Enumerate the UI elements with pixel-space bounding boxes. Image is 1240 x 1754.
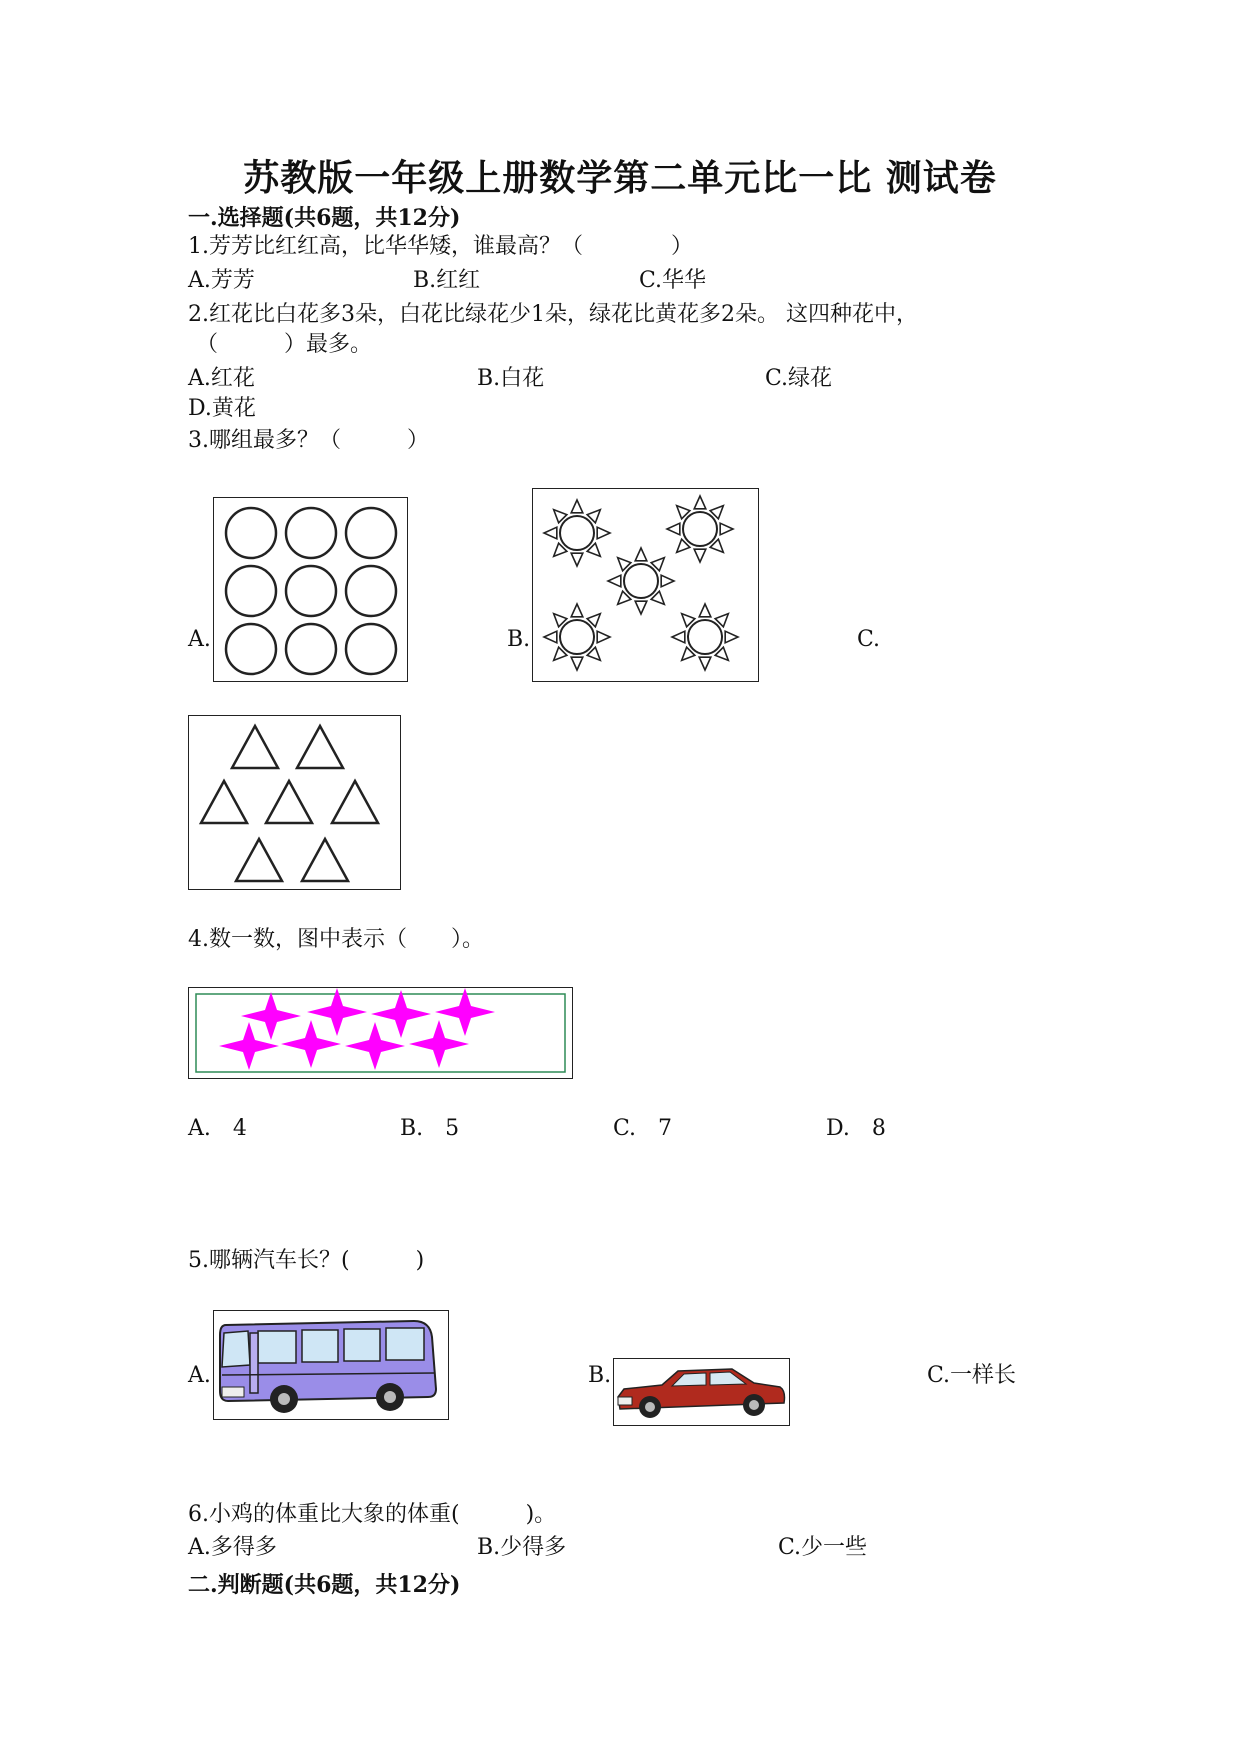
bus-figure [213, 1310, 449, 1420]
section-choice-heading: 一.选择题(共6题，共12分) [188, 205, 461, 231]
q6-option-b: B.少得多 [477, 1535, 567, 1560]
page-title: 苏教版一年级上册数学第二单元比一比 测试卷 [243, 157, 997, 199]
question-6: 6.小鸡的体重比大象的体重( )。 [188, 1502, 557, 1527]
q4-option-c: C. 7 [613, 1116, 673, 1141]
question-2-line-2: （ ）最多。 [196, 332, 373, 357]
question-5: 5.哪辆汽车长？( ) [188, 1248, 425, 1273]
q4-option-d: D. 8 [826, 1116, 886, 1141]
sun-shape [672, 604, 738, 670]
question-2-line-1: 2.红花比白花多3朵，白花比绿花少1朵，绿花比黄花多2朵。 这四种花中， [188, 302, 918, 327]
triangle-shape [201, 781, 247, 823]
question-3: 3.哪组最多？（ ） [188, 428, 429, 453]
q4-option-b: B. 5 [400, 1116, 460, 1141]
circle-shape [346, 624, 396, 674]
q1-option-a: A.芳芳 [188, 268, 255, 293]
circle-shape [286, 508, 336, 558]
circle-shape [226, 624, 276, 674]
car-figure [613, 1358, 790, 1426]
q4-option-a: A. 4 [188, 1116, 247, 1141]
q3-option-c: C. [857, 627, 881, 652]
triangle-shape [232, 726, 278, 768]
suns-figure [532, 488, 759, 682]
star-shape [345, 1022, 405, 1070]
star-shape [371, 990, 431, 1038]
triangles-figure [188, 715, 401, 890]
stars-figure [188, 987, 573, 1079]
triangle-shape [297, 726, 343, 768]
sun-shape [544, 500, 610, 566]
question-4: 4.数一数，图中表示（ ）。 [188, 927, 484, 952]
q6-option-c: C.少一些 [778, 1535, 868, 1560]
q3-option-a: A. [188, 627, 211, 652]
circle-shape [226, 566, 276, 616]
sun-shape [544, 604, 610, 670]
sun-shape [608, 548, 674, 614]
section-judgement-heading: 二.判断题(共6题，共12分) [188, 1572, 461, 1598]
q5-option-b: B. [588, 1363, 612, 1388]
circle-shape [286, 566, 336, 616]
q2-option-c: C.绿花 [765, 366, 833, 391]
triangle-shape [302, 839, 348, 881]
circle-shape [346, 508, 396, 558]
question-1: 1.芳芳比红红高，比华华矮，谁最高？（ ） [188, 234, 693, 259]
q2-option-a: A.红花 [188, 366, 255, 391]
q2-option-b: B.白花 [477, 366, 545, 391]
q5-option-c: C.一样长 [927, 1363, 1017, 1388]
q3-option-b: B. [507, 627, 531, 652]
sun-shape [667, 496, 733, 562]
q5-option-a: A. [188, 1363, 211, 1388]
triangle-shape [236, 839, 282, 881]
star-shape [281, 1020, 341, 1068]
q2-option-d: D.黄花 [188, 396, 256, 421]
circle-shape [226, 508, 276, 558]
circles-figure [213, 497, 408, 682]
star-shape [307, 988, 367, 1036]
triangle-shape [332, 781, 378, 823]
bus-icon [220, 1321, 436, 1413]
triangle-shape [266, 781, 312, 823]
circle-shape [286, 624, 336, 674]
q1-option-b: B.红红 [413, 268, 481, 293]
car-icon [618, 1369, 785, 1418]
q1-option-c: C.华华 [639, 268, 707, 293]
q6-option-a: A.多得多 [188, 1535, 277, 1560]
circle-shape [346, 566, 396, 616]
star-shape [435, 988, 495, 1036]
star-shape [409, 1020, 469, 1068]
